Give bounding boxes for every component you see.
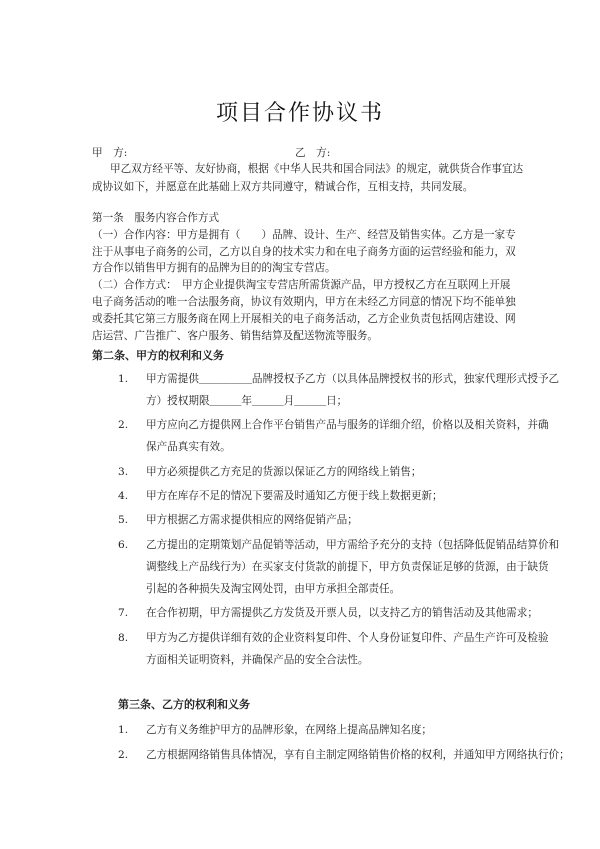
article1-p1-line-2: 注于从事电子商务的公司，乙方以自身的技术实力和在电子商务方面的运营经验和能力，双 bbox=[92, 246, 516, 258]
article2-item-4-line-1: 甲方在库存不足的情况下要需及时通知乙方便于线上数据更新； bbox=[146, 490, 443, 502]
party-b-label: 乙 方: bbox=[295, 147, 331, 159]
article1-p2-line-3: 或委托其它第三方服务商在网上开展相关的电子商务活动，乙方企业负责包括网店建设、网 bbox=[92, 313, 516, 325]
party-a-label: 甲 方: bbox=[92, 147, 128, 159]
intro-line-2: 成协议如下，并愿意在此基础上双方共同遵守，精诚合作，互相支持，共同发展。 bbox=[92, 181, 474, 193]
article2-item-8-number: 8. bbox=[118, 632, 129, 644]
article2-item-8-line-1: 甲方为乙方提供详细有效的企业资料复印件、个人身份证复印件、产品生产许可及检验 bbox=[146, 632, 549, 644]
article2-item-3-number: 3. bbox=[118, 466, 129, 478]
article2-item-2-number: 2. bbox=[118, 419, 129, 431]
article2-item-3-line-1: 甲方必须提供乙方充足的货源以保证乙方的网络线上销售； bbox=[146, 466, 422, 478]
article3-item-1-line-1: 乙方有义务维护甲方的品牌形象，在网络上提高品牌知名度； bbox=[146, 724, 433, 736]
article2-item-7-line-1: 在合作初期，甲方需提供乙方发货及开票人员，以支持乙方的销售活动及其他需求； bbox=[146, 607, 538, 619]
article3-item-2-line-1: 乙方根据网络销售具体情况，享有自主制定网络销售价格的权利，并通知甲方网络执行价； bbox=[146, 749, 570, 761]
article1-p2-line-1: （二）合作方式： 甲方企业提供淘宝专营店所需货源产品，甲方授权乙方在互联网上开展 bbox=[92, 279, 511, 291]
article1-p1-line-3: 方合作以销售甲方拥有的品牌为目的的淘宝专营店。 bbox=[92, 262, 336, 274]
article2-item-1-line-1: 甲方需提供＿＿＿＿＿品牌授权予乙方（以具体品牌授权书的形式，独家代理形式授予乙 bbox=[146, 373, 560, 385]
intro-line-1: 甲乙双方经平等、友好协商，根据《中华人民共和国合同法》的规定，就供货合作事宜达 bbox=[110, 163, 524, 175]
article2-item-6-line-3: 引起的各种损失及淘宝网处罚，由甲方承担全部责任。 bbox=[146, 583, 401, 595]
article2-item-7-number: 7. bbox=[118, 607, 129, 619]
article1-p1-line-1: （一）合作内容：甲方是拥有（ ）品牌、设计、生产、经营及销售实体。乙方是一家专 bbox=[92, 229, 516, 241]
article2-item-1-number: 1. bbox=[118, 373, 129, 385]
article3-heading: 第三条、乙方的权利和义务 bbox=[118, 698, 250, 711]
article2-heading: 第二条、甲方的权利和义务 bbox=[92, 349, 224, 362]
article2-item-6-number: 6. bbox=[118, 539, 129, 551]
article2-item-4-number: 4. bbox=[118, 490, 129, 502]
article2-item-1-line-2: 方）授权期限＿＿＿年＿＿＿月＿＿＿日； bbox=[146, 395, 348, 407]
article2-item-6-line-1: 乙方提出的定期策划产品促销等活动，甲方需给予充分的支持（包括降低促销品结算价和 bbox=[146, 539, 560, 551]
article2-item-2-line-1: 甲方应向乙方提供网上合作平台销售产品与服务的详细介绍，价格以及相关资料，并确 bbox=[146, 419, 549, 431]
article2-item-6-line-2: 调整线上产品线行为）在买家支付货款的前提下，甲方负责保证足够的货源，由于缺货 bbox=[146, 561, 549, 573]
article2-item-2-line-2: 保产品真实有效。 bbox=[146, 441, 231, 453]
article3-item-2-number: 2. bbox=[118, 749, 129, 761]
article2-item-8-line-2: 方面相关证明资料，并确保产品的安全合法性。 bbox=[146, 654, 369, 666]
article1-heading: 第一条 服务内容合作方式 bbox=[92, 212, 220, 224]
article2-item-5-number: 5. bbox=[118, 514, 129, 526]
document-title: 项目合作协议书 bbox=[215, 101, 384, 126]
article3-item-1-number: 1. bbox=[118, 724, 129, 736]
article1-p2-line-2: 电子商务活动的唯一合法服务商，协议有效期内，甲方在未经乙方同意的情况下均不能单独 bbox=[92, 296, 516, 308]
article1-p2-line-4: 店运营、广告推广、客户服务、销售结算及配送物流等服务。 bbox=[92, 330, 379, 342]
article2-item-5-line-1: 甲方根据乙方需求提供相应的网络促销产品； bbox=[146, 514, 358, 526]
